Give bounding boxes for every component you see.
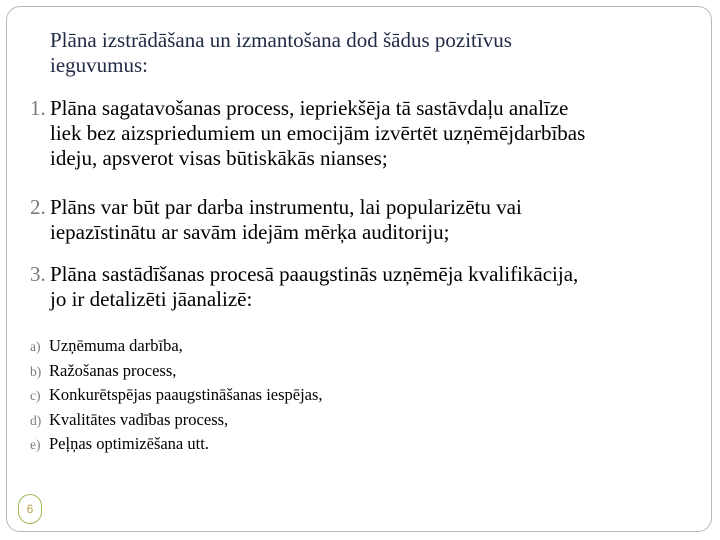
list-item (30, 334, 530, 359)
list-letter: d) (30, 412, 42, 428)
list-text: Uzņēmuma darbība, (49, 336, 183, 355)
numbered-item-3 (30, 262, 690, 312)
list-text: Konkurētspējas paaugstināšanas iespējas, (49, 385, 323, 404)
item-text-continued: jo ir detalizēti jāanalizē: (50, 287, 253, 311)
heading-line-1: Plāna izstrādāšana un izmantošana dod šādus pozitīvus (50, 28, 512, 52)
list-letter: b) (30, 363, 42, 379)
heading-line-2: ieguvumus: (50, 53, 148, 77)
page-number-badge: 6 (18, 494, 42, 524)
item-text: Plāna sastādīšanas procesā paaugstinās uzņēmēja kvalifikācija, (50, 262, 579, 286)
slide-heading (32, 28, 672, 78)
item-text-continued: ideju, apsverot visas būtiskākās nianses; (50, 146, 388, 170)
item-text: Plāns var būt par darba instrumentu, lai popularizētu vai (50, 195, 522, 219)
item-number: 1. (30, 96, 46, 120)
item-text-continued: iepazīstinātu ar savām idejām mērķa auditoriju; (50, 220, 450, 244)
item-number: 3. (30, 262, 46, 286)
list-letter: a) (30, 339, 41, 354)
item-text: Plāna sagatavošanas process, iepriekšēja tā sastāvdaļu analīze (50, 96, 569, 120)
list-item (30, 432, 530, 457)
numbered-item-1 (30, 96, 690, 171)
sub-list (30, 334, 530, 457)
item-number: 2. (30, 195, 46, 219)
list-item (30, 408, 530, 433)
list-text: Kvalitātes vadības process, (49, 409, 229, 429)
list-letter: c) (30, 388, 41, 403)
list-item (30, 383, 530, 408)
list-letter: e) (30, 437, 41, 452)
list-item (30, 359, 530, 384)
list-text: Ražošanas process, (49, 360, 177, 380)
list-text: Peļņas optimizēšana utt. (49, 434, 209, 453)
item-text-continued: liek bez aizspriedumiem un emocijām izvērtēt uzņēmējdarbības (50, 121, 586, 145)
numbered-item-2 (30, 195, 690, 245)
